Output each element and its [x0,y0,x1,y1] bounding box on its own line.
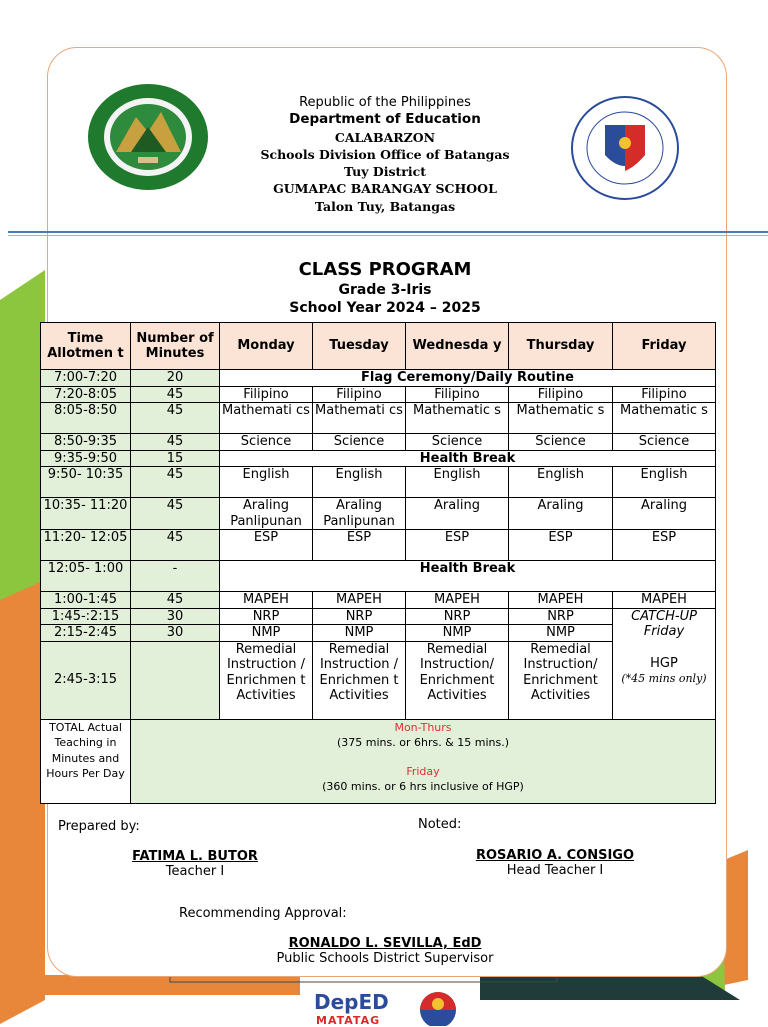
flag-ceremony-cell: Flag Ceremony/Daily Routine [220,370,716,387]
table-header-row [41,323,716,370]
subject-cell: ESP [313,530,406,561]
subject-cell: MAPEH [220,592,313,609]
subject-cell: NRP [220,608,313,625]
prepared-by-block [90,849,300,879]
subject-cell: MAPEH [406,592,509,609]
hgp-note: (*45 mins only) [621,672,707,685]
time-cell: 1:00-1:45 [41,592,131,609]
program-school-year: School Year 2024 – 2025 [289,300,481,316]
minutes-cell: 45 [131,386,220,403]
subject-cell: Mathemati cs [313,403,406,434]
subject-cell: NMP [220,625,313,642]
subject-cell: ESP [613,530,716,561]
prepared-by-label: Prepared by: [58,819,140,834]
subject-cell: Mathematic s [509,403,613,434]
table-row [41,608,716,625]
subject-cell: Science [509,434,613,451]
subject-cell: Filipino [509,386,613,403]
subject-cell: Science [313,434,406,451]
table-row [41,561,716,592]
noted-name: ROSARIO A. CONSIGO [475,848,635,863]
time-cell: 7:00-7:20 [41,370,131,387]
time-cell: 11:20- 12:05 [41,530,131,561]
subject-cell: NMP [406,625,509,642]
header-friday: Friday [613,323,716,370]
subject-cell: Filipino [613,386,716,403]
subject-cell: Science [613,434,716,451]
noted-block [450,848,660,878]
mon-thurs-label: Mon-Thurs [394,720,452,734]
total-label-cell: TOTAL Actual Teaching in Minutes and Hours Per Day [41,719,131,803]
friday-total-value: (360 mins. or 6 hrs inclusive of HGP) [322,780,524,793]
subject-cell: MAPEH [613,592,716,609]
header-divider [8,231,768,233]
hgp-label: HGP [650,655,678,671]
class-program-table [40,322,716,804]
subject-cell: Araling Panlipunan [220,498,313,530]
minutes-cell: 15 [131,450,220,467]
subject-cell: Science [220,434,313,451]
bagong-pilipinas-logo-icon [408,986,468,1026]
matatag-logo: MATATAG [316,1014,381,1027]
subject-cell: English [613,467,716,498]
minutes-cell: 45 [131,498,220,530]
header-division: Schools Division Office of Batangas [260,146,510,162]
time-cell: 7:20-8:05 [41,386,131,403]
subject-cell: English [509,467,613,498]
subject-cell: MAPEH [509,592,613,609]
time-cell: 1:45-:2:15 [41,608,131,625]
subject-cell: Filipino [406,386,509,403]
subject-cell: English [220,467,313,498]
friday-total-label: Friday [406,764,440,778]
subject-cell: NMP [509,625,613,642]
recommending-name: RONALDO L. SEVILLA, EdD [288,936,482,951]
recommending-block [230,936,540,966]
header-address: Talon Tuy, Batangas [314,198,456,214]
subject-cell: NRP [509,608,613,625]
health-break-cell: Health Break [220,561,716,592]
table-row [41,498,716,530]
catchup-friday-label: Friday [643,624,685,639]
time-cell: 8:05-8:50 [41,403,131,434]
subject-cell: Filipino [220,386,313,403]
minutes-cell: 30 [131,625,220,642]
header-school: GUMAPAC BARANGAY SCHOOL [273,181,497,197]
subject-cell: Science [406,434,509,451]
subject-cell: NRP [313,608,406,625]
header-tuesday: Tuesday [313,323,406,370]
table-row [41,530,716,561]
minutes-cell: 45 [131,434,220,451]
recommending-title: Public Schools District Supervisor [276,951,494,966]
subject-cell: Araling Panlipunan [313,498,406,530]
minutes-cell: 45 [131,530,220,561]
header-region: CALABARZON [334,129,436,145]
minutes-cell: 30 [131,608,220,625]
prepared-by-title: Teacher I [165,864,225,879]
prepared-by-name: FATIMA L. BUTOR [132,849,258,864]
header-department: Department of Education [289,111,481,128]
total-summary-cell [131,719,716,803]
table-row [41,386,716,403]
time-cell: 10:35- 11:20 [41,498,131,530]
deped-seal-icon [570,95,680,201]
minutes-cell: 45 [131,403,220,434]
time-cell: 2:15-2:45 [41,625,131,642]
noted-label: Noted: [418,817,462,832]
table-row [41,370,716,387]
time-cell: 2:45-3:15 [41,641,131,719]
subject-cell: Mathemati cs [220,403,313,434]
time-cell: 12:05- 1:00 [41,561,131,592]
header-divider-thin [8,235,768,236]
table-row [41,592,716,609]
subject-cell: Remedial Instruction / Enrichmen t Activities [220,641,313,719]
table-row [41,450,716,467]
subject-cell: Remedial Instruction / Enrichmen t Activities [313,641,406,719]
subject-cell: Mathematic s [406,403,509,434]
health-break-cell: Health Break [220,450,716,467]
school-header [200,94,570,215]
subject-cell: Araling [406,498,509,530]
recommending-label: Recommending Approval: [179,906,347,921]
table-row [41,403,716,434]
noted-title: Head Teacher I [506,863,604,878]
friday-catchup-cell [613,608,716,719]
table-row [41,434,716,451]
program-grade: Grade 3-Iris [338,282,432,298]
school-seal-icon [86,82,210,192]
header-thursday: Thursday [509,323,613,370]
header-district: Tuy District [344,164,426,180]
minutes-cell: - [131,561,220,592]
header-time: Time Allotmen t [41,323,131,370]
table-row [41,467,716,498]
subject-cell: ESP [220,530,313,561]
subject-cell: ESP [406,530,509,561]
subject-cell: MAPEH [313,592,406,609]
catchup-label: CATCH-UP [631,608,697,624]
subject-cell: Araling [509,498,613,530]
minutes-cell [131,641,220,719]
subject-cell: English [406,467,509,498]
subject-cell: Remedial Instruction/ Enrichment Activities [406,641,509,719]
deped-logo: DepED [314,990,389,1014]
header-minutes: Number of Minutes [131,323,220,370]
subject-cell: Filipino [313,386,406,403]
header-wednesday: Wednesda y [406,323,509,370]
time-cell: 9:35-9:50 [41,450,131,467]
header-republic: Republic of the Philippines [299,95,471,110]
minutes-cell: 20 [131,370,220,387]
mon-thurs-value: (375 mins. or 6hrs. & 15 mins.) [336,736,510,749]
subject-cell: Araling [613,498,716,530]
subject-cell: Mathematic s [613,403,716,434]
subject-cell: English [313,467,406,498]
program-title-block [200,258,570,317]
minutes-cell: 45 [131,467,220,498]
program-title: CLASS PROGRAM [298,259,472,280]
minutes-cell: 45 [131,592,220,609]
subject-cell: ESP [509,530,613,561]
header-monday: Monday [220,323,313,370]
subject-cell: Remedial Instruction/ Enrichment Activities [509,641,613,719]
time-cell: 9:50- 10:35 [41,467,131,498]
subject-cell: NMP [313,625,406,642]
time-cell: 8:50-9:35 [41,434,131,451]
subject-cell: NRP [406,608,509,625]
total-row [41,719,716,803]
